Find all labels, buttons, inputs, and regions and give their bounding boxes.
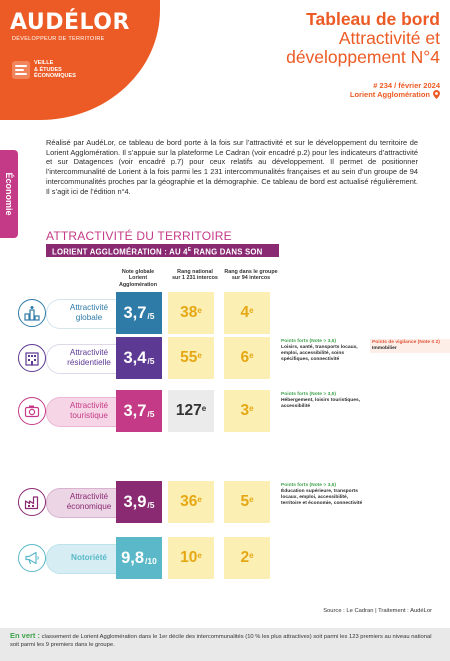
- veille-logo-icon: [12, 61, 30, 79]
- legend-note: En vert : classement de Lorient Agglomération dans le 1er décile des intercommunalités (10 % les plus attractives) soit parmi les 123 premiers au niveau national soit parmi les 9 premiers dans le groupe.: [0, 628, 450, 661]
- page-title-line3: développement N°4: [286, 47, 440, 67]
- intro-paragraph: Réalisé par AudéLor, ce tableau de bord porte à la fois sur l’attractivité et sur le développement du territoire de Lorient Agglomération. Il s’appuie sur la plateforme Le Cadran (voir encadré p.2) pour les indicateurs d’attractivité et sur Datagences (voir encadré p.7) pour ceux relatifs au développement. Il permet de positionner l’intercommunalité de Lorient à la fois parmi les 1 231 intercommunalités françaises et au sein d’un groupe de 94 intercommunalités proches par la géographie et la démographie. Ce tableau de bord est actualisé régulièrement. Il s’agit ici de l’édition n°4.: [46, 138, 418, 196]
- row-label: Attractivité résidentielle: [67, 348, 111, 367]
- score-badge: 9,8 /10: [116, 537, 162, 579]
- group-rank: 5 e: [224, 481, 270, 523]
- podium-icon: [18, 299, 46, 327]
- row-label: Notoriété: [71, 553, 107, 562]
- national-rank: 36 e: [168, 481, 214, 523]
- group-rank: 4 e: [224, 292, 270, 334]
- strengths-note: Points forts (Note > 3,5) Éducation supérieure, transports locaux, emploi, accessibilité, territoire et économie, connectivité: [281, 483, 363, 506]
- strengths-note: Points forts (Note > 3,5) Hébergement, loisirs touristiques, accessibilité: [281, 392, 361, 409]
- place-label: Lorient Agglomération: [286, 90, 440, 99]
- group-rank: 3 e: [224, 390, 270, 432]
- building-icon: [18, 344, 46, 372]
- section-side-tab: Économie: [0, 150, 18, 238]
- national-rank: 38 e: [168, 292, 214, 334]
- group-rank: 2 e: [224, 537, 270, 579]
- source-note: Source : Le Cadran | Traitement : AudéLor: [323, 608, 432, 614]
- camera-icon: [18, 397, 46, 425]
- veille-label: VEILLE & ÉTUDES ÉCONOMIQUES: [34, 60, 76, 79]
- section-band: LORIENT AGGLOMÉRATION : AU $4^E$ RANG DANS SON GROUPE: [46, 244, 279, 257]
- megaphone-icon: [18, 544, 46, 572]
- brand-logo: AUDÉLOR: [10, 10, 130, 35]
- column-header-score: Note globale Lorient Agglomération: [118, 269, 158, 288]
- national-rank: 127 e: [168, 390, 214, 432]
- column-header-national: Rang national sur 1 231 intercos: [172, 269, 218, 282]
- national-rank: 10 e: [168, 537, 214, 579]
- national-rank: 55 e: [168, 337, 214, 379]
- group-rank: 6 e: [224, 337, 270, 379]
- score-badge: 3,7 /5: [116, 390, 162, 432]
- page-title-line2: Attractivité et: [338, 28, 440, 48]
- score-badge: 3,7 /5: [116, 292, 162, 334]
- map-pin-icon: [433, 90, 440, 99]
- section-title: ATTRACTIVITÉ DU TERRITOIRE: [46, 229, 232, 243]
- factory-icon: [18, 488, 46, 516]
- row-label: Attractivité globale: [69, 303, 109, 322]
- issue-number: # 234 / février 2024: [373, 81, 440, 90]
- row-label: Attractivité économique: [66, 492, 112, 511]
- score-badge: 3,4 /5: [116, 337, 162, 379]
- veille-block: [12, 60, 76, 80]
- vigilance-note: Points de vigilance (Note ≤ 2) Immobilier: [370, 339, 450, 353]
- column-header-group: Rang dans le groupe sur 94 intercos: [224, 269, 278, 282]
- page-title-block: [286, 10, 440, 99]
- brand-tagline: DÉVELOPPEUR DE TERRITOIRE: [12, 36, 105, 42]
- score-badge: 3,9 /5: [116, 481, 162, 523]
- page-title-line1: Tableau de bord: [306, 9, 440, 29]
- row-label: Attractivité touristique: [69, 401, 109, 420]
- strengths-note: Points forts (Note > 3,5) Loisirs, santé, transports locaux, emploi, accessibilité, soins spécifiques, connectivité: [281, 339, 358, 362]
